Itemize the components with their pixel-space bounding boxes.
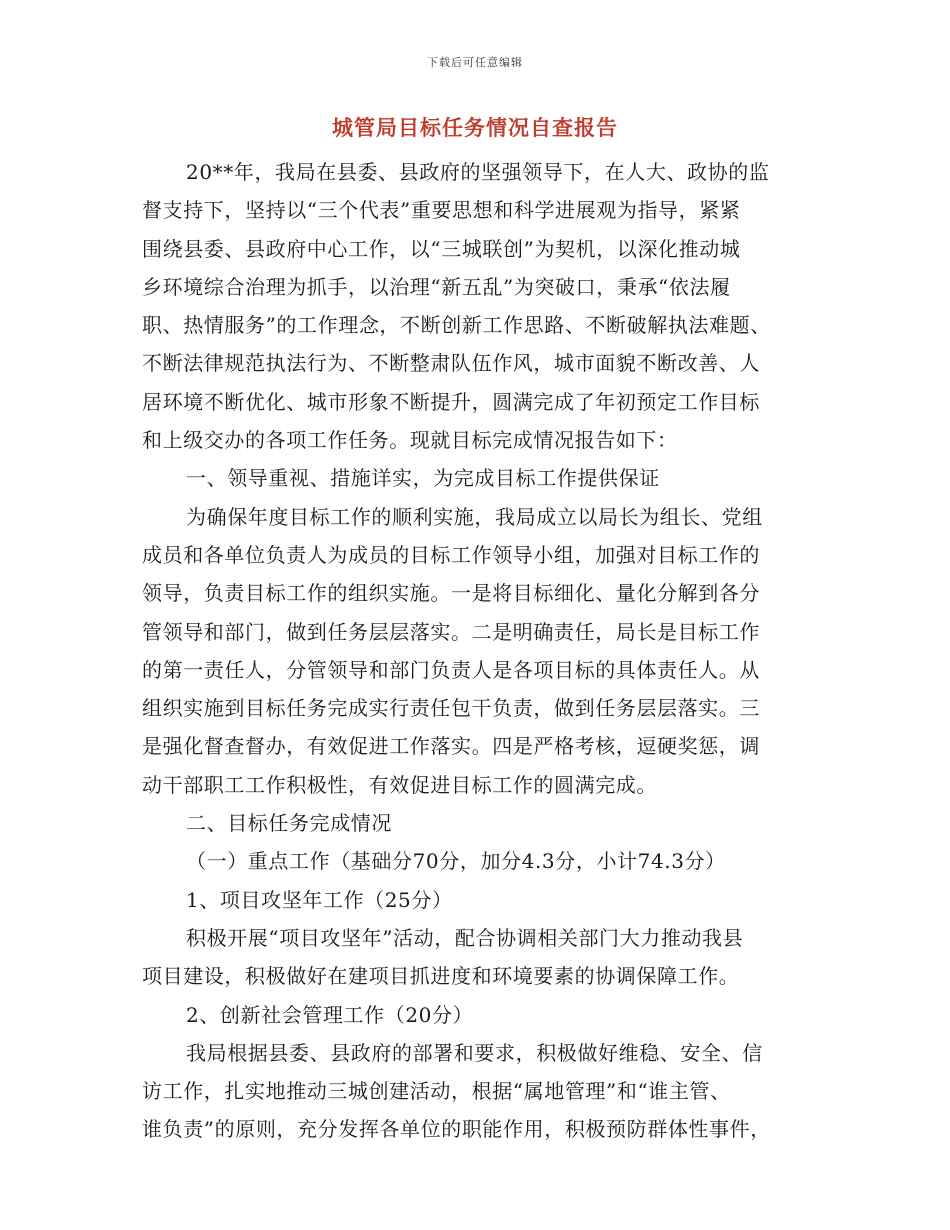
body-line: 领导，负责目标工作的组织实施。一是将目标细化、量化分解到各分 [142, 581, 760, 606]
body-line: 管领导和部门，做到任务层层落实。二是明确责任，局长是目标工作 [142, 619, 760, 644]
body-line: 20**年，我局在县委、县政府的坚强领导下，在人大、政协的监 [186, 160, 770, 184]
body-line: 1、项目攻坚年工作（25分） [186, 887, 453, 912]
body-line: 为确保年度目标工作的顺利实施，我局成立以局长为组长、党组 [186, 504, 763, 529]
body-line: 一、领导重视、措施详实，为完成目标工作提供保证 [186, 466, 660, 491]
body-line: 不断法律规范执法行为、不断整肃队伍作风，城市面貌不断改善、人 [142, 351, 760, 376]
body-line: 乡环境综合治理为抓手，以治理“新五乱”为突破口，秉承“依法履 [142, 274, 731, 299]
body-line: 组织实施到目标任务完成实行责任包干负责，做到任务层层落实。三 [142, 696, 760, 721]
document-body [142, 153, 798, 1149]
body-line: 访工作，扎实地推动三城创建活动，根据“属地管理”和“谁主管、 [142, 1079, 731, 1104]
body-line: 2、创新社会管理工作（20分） [186, 1002, 474, 1027]
body-line: 谁负责”的原则，充分发挥各单位的职能作用，积极预防群体性事件， [142, 1117, 771, 1142]
body-line: 职、热情服务”的工作理念，不断创新工作思路、不断破解执法难题、 [142, 313, 771, 338]
body-line: 项目建设，积极做好在建项目抓进度和环境要素的协调保障工作。 [142, 964, 740, 989]
body-line: 是强化督查督办，有效促进工作落实。四是严格考核，逗硬奖惩，调 [142, 734, 760, 759]
body-line: 成员和各单位负责人为成员的目标工作领导小组，加强对目标工作的 [142, 542, 760, 567]
body-line: 居环境不断优化、城市形象不断提升，圆满完成了年初预定工作目标 [142, 389, 760, 414]
body-line: 督支持下，坚持以“三个代表”重要思想和科学进展观为指导，紧紧 [142, 198, 741, 223]
body-line: 二、目标任务完成情况 [186, 811, 392, 836]
page-header-note: 下载后可任意编辑 [427, 56, 523, 69]
body-line: 围绕县委、县政府中心工作，以“三城联创”为契机，以深化推动城 [142, 236, 741, 261]
body-line: 和上级交办的各项工作任务。现就目标完成情况报告如下： [142, 428, 678, 453]
body-line: 的第一责任人，分管领导和部门负责人是各项目标的具体责任人。从 [142, 657, 760, 682]
body-line: 动干部职工工作积极性，有效促进目标工作的圆满完成。 [142, 772, 657, 797]
body-line: 积极开展“项目攻坚年”活动，配合协调相关部门大力推动我县 [186, 925, 744, 950]
body-line: 我局根据县委、县政府的部署和要求，积极做好维稳、安全、信 [186, 1040, 763, 1065]
document-title: 城管局目标任务情况自查报告 [332, 116, 618, 140]
body-line: （一）重点工作（基础分70分，加分4.3分，小计74.3分） [186, 849, 726, 874]
